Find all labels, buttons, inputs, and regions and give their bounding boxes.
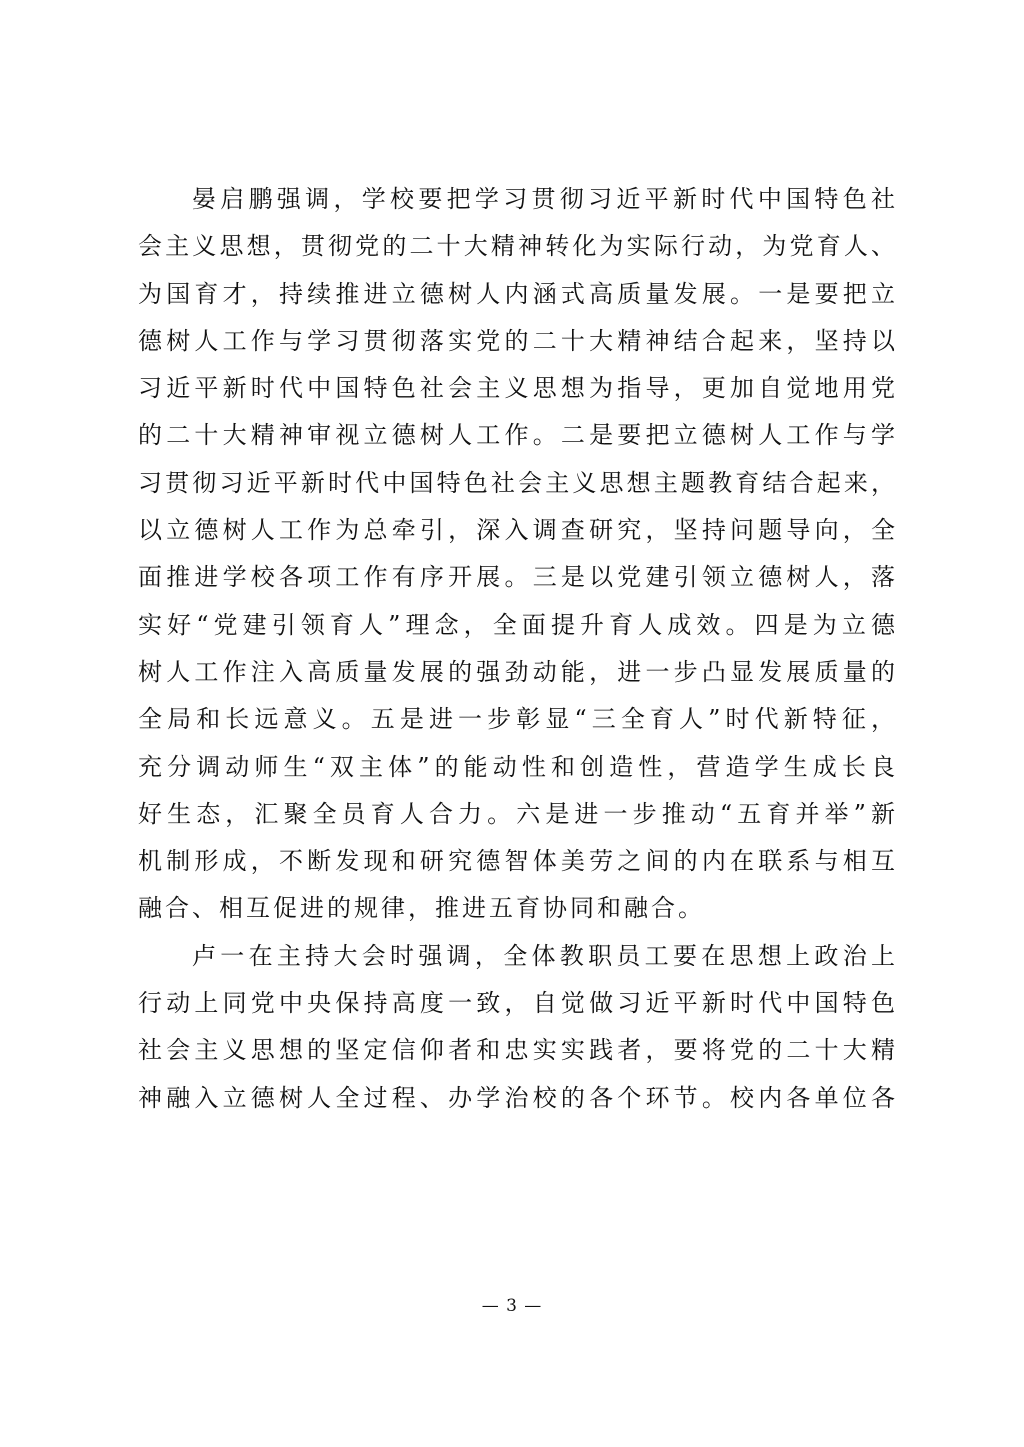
body-text	[138, 176, 898, 1122]
page-number: — 3 —	[481, 1296, 543, 1316]
text-line: 为国育才，持续推进立德树人内涵式高质量发展。一是要把立	[138, 279, 898, 308]
text-line: 行动上同党中央保持高度一致，自觉做习近平新时代中国特色	[138, 989, 898, 1018]
text-line: 树人工作注入高质量发展的强劲动能，进一步凸显发展质量的	[138, 657, 898, 686]
text-line: 机制形成，不断发现和研究德智体美劳之间的内在联系与相互	[138, 847, 898, 876]
text-line: 实好“党建引领育人”理念，全面提升育人成效。四是为立德	[138, 610, 898, 639]
text-line: 全局和长远意义。五是进一步彰显“三全育人”时代新特征，	[138, 705, 898, 734]
text-line: 习贯彻习近平新时代中国特色社会主义思想主题教育结合起来，	[138, 468, 898, 497]
text-line: 充分调动师生“双主体”的能动性和创造性，营造学生成长良	[138, 752, 898, 781]
text-line: 卢一在主持大会时强调，全体教职员工要在思想上政治上	[192, 941, 898, 970]
text-line: 以立德树人工作为总牵引，深入调查研究，坚持问题导向，全	[138, 516, 898, 545]
text-line: 神融入立德树人全过程、办学治校的各个环节。校内各单位各	[138, 1083, 898, 1112]
text-line: 习近平新时代中国特色社会主义思想为指导，更加自觉地用党	[138, 374, 898, 403]
text-line: 社会主义思想的坚定信仰者和忠实实践者，要将党的二十大精	[138, 1036, 898, 1065]
text-line: 会主义思想，贯彻党的二十大精神转化为实际行动，为党育人、	[138, 232, 898, 261]
text-line: 好生态，汇聚全员育人合力。六是进一步推动“五育并举”新	[138, 799, 898, 828]
text-line: 德树人工作与学习贯彻落实党的二十大精神结合起来，坚持以	[138, 326, 898, 355]
text-line: 的二十大精神审视立德树人工作。二是要把立德树人工作与学	[138, 421, 898, 450]
text-line: 融合、相互促进的规律，推进五育协同和融合。	[138, 894, 705, 923]
text-line: 晏启鹏强调，学校要把学习贯彻习近平新时代中国特色社	[192, 185, 898, 213]
text-line: 面推进学校各项工作有序开展。三是以党建引领立德树人，落	[138, 563, 898, 592]
